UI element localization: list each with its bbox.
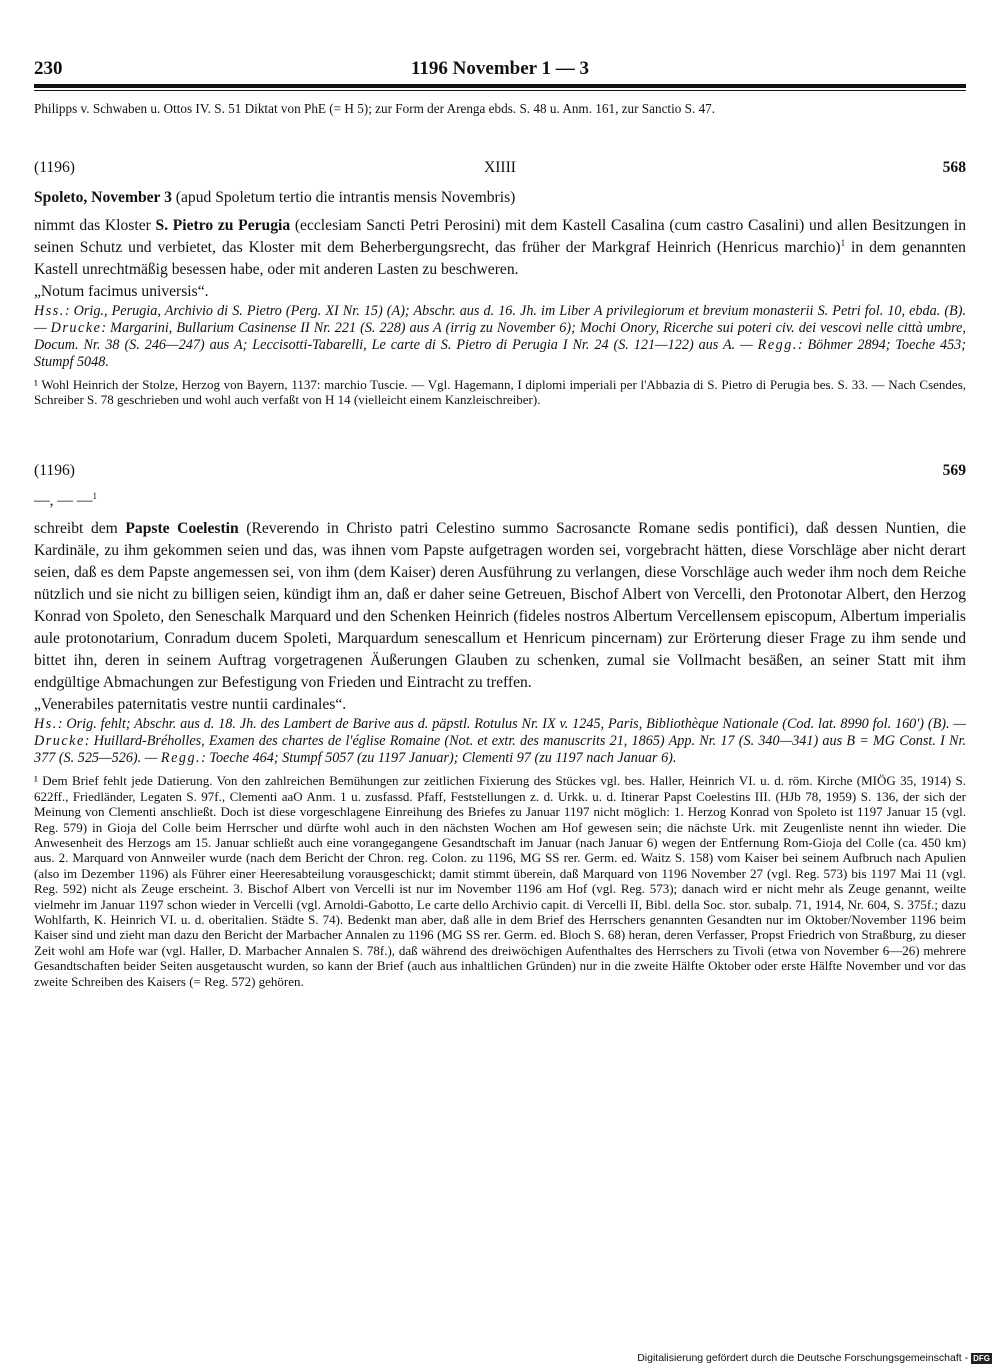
- entry-568-place-latin: (apud Spoletum tertio die intrantis mensis Novembris): [171, 188, 516, 206]
- entry-569-sources: [34, 716, 966, 767]
- digitization-footer: [637, 1352, 992, 1364]
- entry-568-date: (1196): [34, 158, 75, 176]
- entry-569-number: 569: [942, 462, 966, 480]
- page: [34, 52, 966, 1002]
- regest-bold: S. Pietro zu Perugia: [155, 216, 291, 234]
- entry-568-number: 568: [942, 158, 966, 176]
- running-header: [34, 52, 966, 84]
- entry-569-regest: [34, 518, 966, 694]
- entry-568-footnote: ¹ Wohl Heinrich der Stolze, Herzog von Bayern, 1137: marchio Tuscie. — Vgl. Hagemann, I diplomi imperiali per l'Abbazia di S. Pietro di Perugia bes. S. 33. — Nach Csendes, Schreiber S. 78 geschrieben und wohl auch verfaßt von H 14 (vielleicht einem Kanzleischreiber).: [34, 376, 966, 407]
- entry-569-place-text: —, — —: [34, 492, 93, 510]
- entry-568: [34, 159, 966, 408]
- prints-text: : Huillard-Bréholles, Examen des chartes de l'église Romaine (Not. et extr. des manuscrits 21, 1865) App. Nr. 17 (S. 340—341) aus B = MG Const. I Nr. 377 (S. 525—526). —: [34, 733, 966, 767]
- regest-text: nimmt das Kloster: [34, 216, 156, 234]
- footer-text: Digitalisierung gefördert durch die Deutsche Forschungsgemeinschaft -: [637, 1352, 969, 1364]
- entry-569-heading: [34, 462, 966, 484]
- regest-text: (Reverendo in Christo patri Celestino summo Sacrosancte Romane sedis pontifici), daß dessen Nuntien, die Kardinäle, zu ihm gekommen seien und das, was ihnen vom Papste aufgetragen worden sei, vorgebracht hätten, diese Vorschläge aber nicht derart seien, daß es dem Papste angemessen sei, von ihm (dem Kaiser) deren Ausführung zu verlangen, diese Vorschläge auch weder ihm noch dem Reiche nützlich und sie nicht zu billigen seien, kündigt ihm an, daß er daher seine Getreuen, Bischof Albert von Vercelli, den Protonotar Albert, den Herzog Konrad von Spoleto, den Seneschalk Marquard und den Schenken Heinrich (fideles nostros Albertum Vercellensem episcopum, Albertum imperialis aule protonotarium, Conradum ducem Spoleti, Marquardum senescallum et Henricum pincernam) zur Erörterung dieser Frage zu ihm sende und bittet ihn, deren in seinem Auftrag vorgetragenen Äußerungen Glauben zu schenken, zumal sie Vollmacht besäßen, an seiner Statt mit ihm endgültige Abmachungen zur Befestigung von Frieden und Eintracht zu treffen.: [34, 520, 967, 692]
- entry-568-incipit: „Notum facimus universis“.: [34, 282, 209, 300]
- footnote-ref: 1: [92, 491, 97, 502]
- running-title: 1196 November 1 — 3: [410, 58, 590, 79]
- sources-label: Hss.: [34, 302, 65, 319]
- regest-text: in dem genannten Kastell unrechtmäßig besessen habe, oder mit anderen Lasten zu beschweren.: [34, 238, 966, 278]
- prints-text: : Margarini, Bullarium Casinense II Nr. 221 (S. 228) aus A (irrig zu November 6); Mochi Onory, Ricerche sui poteri civ. dei vescovi nelle città umbre, Docum. Nr. 38 (S. 246—247) aus A; Leccisotti-Tabarelli, Le carte di S. Pietro di Perugia I Nr. 24 (S. 121—122) aus A. —: [34, 319, 966, 353]
- entry-568-sources: [34, 303, 966, 371]
- regesta-label: Regg.: [160, 750, 202, 767]
- sources-label: Hs.: [34, 716, 58, 733]
- entry-568-place-bold: Spoleto, November 3: [34, 188, 172, 206]
- prints-label: Drucke: [34, 733, 85, 750]
- regest-text: (ecclesiam Sancti Petri Perosini) mit dem Kastell Casalina (cum castro Casalini) und allen Besitzungen in seinen Schutz und verbietet, das Kloster mit dem Beherbergungsrecht, das früher der Markgraf Heinrich (Henricus marchio): [34, 216, 966, 256]
- footnote-ref: 1: [840, 237, 846, 248]
- entry-569-incipit: „Venerabiles paternitatis vestre nuntii cardinales“.: [34, 696, 347, 714]
- entry-569-date: (1196): [34, 462, 75, 480]
- regesta-text: : Böhmer 2894; Toeche 453; Stumpf 5048.: [34, 336, 966, 370]
- entry-568-regest: [34, 215, 966, 281]
- entry-568-place: [34, 187, 966, 209]
- regesta-label: Regg.: [757, 336, 798, 353]
- dfg-logo: DFG: [973, 1353, 990, 1363]
- page-number: 230: [34, 58, 63, 79]
- entry-568-indiction: XIIII: [483, 158, 517, 176]
- regest-text: schreibt dem: [34, 520, 126, 538]
- previous-entry-continuation: Philipps v. Schwaben u. Ottos IV. S. 51 Diktat von PhE (= H 5); zur Form der Arenga ebds. S. 48 u. Anm. 161, zur Sanctio S. 47.: [34, 101, 716, 116]
- prints-label: Drucke: [50, 319, 102, 336]
- sources-text: : Orig., Perugia, Archivio di S. Pietro (Perg. XI Nr. 15) (A); Abschr. aus d. 16. Jh. im Liber A privilegiorum et brevium monasterii S. Petri fol. 10, ebda. (B). —: [34, 302, 966, 336]
- entry-569-place: [34, 490, 966, 512]
- sources-text: : Orig. fehlt; Abschr. aus d. 18. Jh. des Lambert de Barive aus d. päpstl. Rotulus Nr. IX v. 1245, Paris, Bibliothèque Nationale (Cod. lat. 8990 fol. 160') (B). —: [57, 716, 966, 733]
- entry-569-footnote: ¹ Dem Brief fehlt jede Datierung. Von den zahlreichen Bemühungen zur zeitlichen Fixierung des Stückes vgl. bes. Haller, Heinrich VI. u. d. röm. Kirche (MIÖG 35, 1914) S. 622ff., Friedländer, Legaten S. 97f., Clementi aaO Anm. 1 u. zusfassd. Pfaff, Feststellungen z. d. Urkk. u. d. Itinerar Papst Coelestins III. (HJb 78, 1959) S. 136, der sich der Meinung von Clementi anschließt. Doch ist diese vorgeschlagene Einreihung des Briefes zu Januar 1197 nicht möglich: 1. Herzog Konrad von Spoleto ist 1197 Januar 15 (vgl. Reg. 579) in Gioja del Colle beim Herrscher und dürfte wohl auch in den nächsten Wochen am Hof gewesen sein; die nächste Urk. mit Zeugenliste nennt ihn wieder. Die Anwesenheit des Herzogs am 15. Januar schließt auch eine vorangegangene Gesandtschaft im Januar (nach Januar 6) wegen der Entfernung Rom-Gioja del Colle (ca. 450 km) aus. 2. Marquard von Annweiler wurde (nach dem Bericht der Chron. reg. Colon. zu 1196, MG SS rer. Germ. ed. Waitz S. 158) vom Kaiser bei seinem Aufbruch nach Apulien (also im Dezember 1196) als Führer einer Heeresabteilung vorausgeschickt; damit stimmt überein, daß Marquard von 1196 November 27 (vgl. Reg. 573) bis 1197 Mai 11 (vgl. Reg. 592) nicht als Zeuge erscheint. 3. Bischof Albert von Vercelli ist nur im November 1196 am Hof (vgl. Reg. 573); danach wird er nicht mehr als Zeuge genannt, weilte vielmehr im Januar 1197 schon wieder in Vercelli (vgl. Arnoldi-Gabotto, Le carte dello Archivio capit. di Vercelli II, Bibl. della Soc. stor. subalp. 71, 1914, Nr. 604, S. 375f.; dazu Wohlfarth, K. Heinrich VI. u. d. oberitalien. Städte S. 74). Bedenkt man aber, daß alle in dem Brief des Herrschers genannten Gesandten nur im Oktober/November 1196 beim Kaiser sind und zieht man dazu den Bericht der Marbacher Annalen zu 1196 (MG SS rer. Germ. ed. Bloch S. 68) heran, deren Verfasser, Propst Friedrich von Straßburg, zu dieser Zeit wohl am Hofe war (vgl. Haller, D. Marbacher Annalen S. 78f.), daß während des dreiwöchigen Aufenthaltes des Herrschers zu Tivoli (etwa von November 6—26) mehrere Gesandtschaften beider Seiten ausgetauscht wurden, so kann der Brief (auch aus inhaltlichen Gründen) nur in die zweite Hälfte Oktober oder erste Hälfte November und vor das zweite Schreiben des Kaisers (= Reg. 572) gehören.: [34, 773, 966, 989]
- regesta-text: : Toeche 464; Stumpf 5057 (zu 1197 Januar); Clementi 97 (zu 1197 nach Januar 6).: [201, 750, 677, 767]
- entry-568-heading: [34, 159, 966, 181]
- regest-bold: Papste Coelestin: [125, 520, 239, 538]
- entry-569: [34, 462, 966, 989]
- header-rule: [34, 84, 966, 91]
